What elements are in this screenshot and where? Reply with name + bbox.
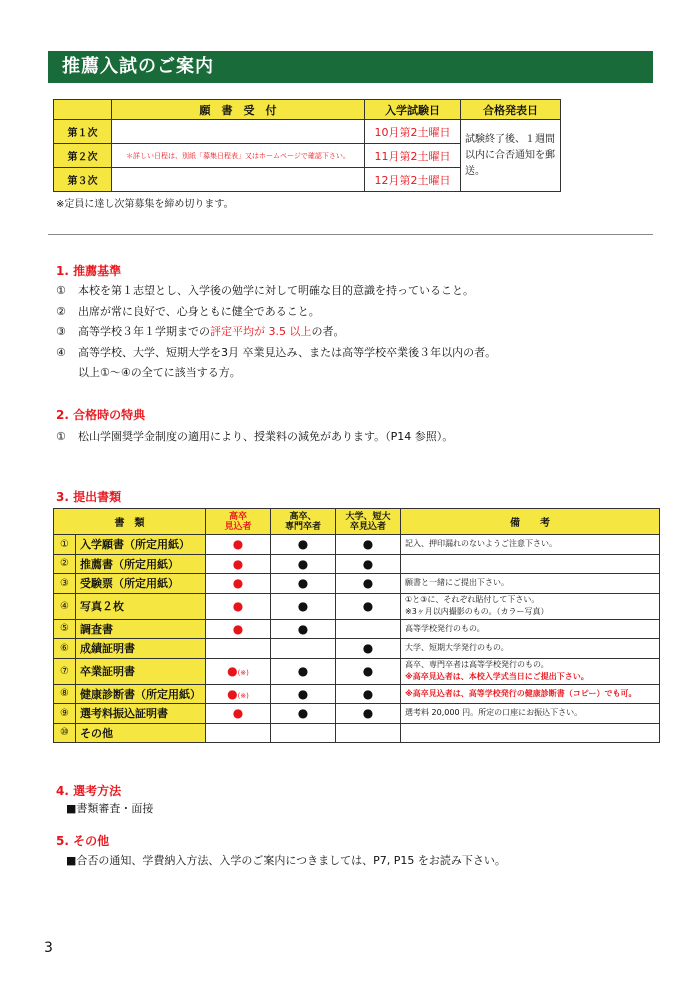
exam-date-3: 12月第2土曜日 (365, 168, 461, 192)
required-mark-c2 (271, 619, 336, 639)
table-row (54, 574, 660, 594)
row-number: ② (54, 554, 76, 574)
remark-red-text: ※高卒見込者は、高等学校発行の健康診断書（コピー）でも可。 (405, 688, 637, 698)
schedule-corner (54, 100, 112, 120)
table-row (54, 704, 660, 724)
dot-icon: ● (362, 537, 374, 552)
dot-icon: ● (362, 664, 374, 678)
remark-text: 高卒、専門卒者は高等学校発行のもの。 (405, 660, 549, 669)
table-row (54, 535, 660, 555)
required-mark-c1 (206, 593, 271, 619)
row-number: ⑧ (54, 684, 76, 704)
schedule-footnote: ※定員に達し次第募集を締め切ります。 (56, 199, 234, 210)
remark-text: 選考料 20,000 円。所定の口座にお振込下さい。 (405, 708, 583, 718)
criteria-2: ② 出席が常に良好で、心身ともに健全であること。 (56, 305, 320, 318)
selection-method: ■書類審査・面接 (66, 802, 154, 815)
dot-icon: ● (362, 706, 374, 721)
section4-title: 4. 選考方法 (56, 784, 122, 798)
required-mark-c1 (206, 554, 271, 574)
required-mark-c2 (271, 593, 336, 619)
header-col1: 高卒 見込者 (206, 509, 271, 535)
dot-icon: ● (362, 556, 374, 571)
required-mark-c1 (206, 684, 271, 704)
required-mark-c3 (336, 684, 401, 704)
required-mark-c1 (206, 639, 271, 659)
benefit-1: ① 松山学園奨学金制度の適用により、授業料の減免があります。（P14 参照）。 (56, 430, 454, 443)
round-1-label: 第１次 (54, 120, 112, 144)
dot-icon: ● (227, 664, 238, 678)
remarks (401, 723, 660, 743)
section3-title: 3. 提出書類 (56, 490, 122, 504)
dot-icon: ● (232, 621, 244, 636)
apply-cell-1 (112, 120, 365, 144)
row-number: ⑥ (54, 639, 76, 659)
header-col3: 大学、短大 卒見込者 (336, 509, 401, 535)
page-number: 3 (44, 940, 53, 956)
required-mark-c2 (271, 554, 336, 574)
dot-icon: ● (297, 537, 309, 552)
required-mark-c3 (336, 574, 401, 594)
document-name: 推薦書（所定用紙） (76, 554, 206, 574)
round-2-label: 第２次 (54, 144, 112, 168)
dot-icon: ● (362, 641, 374, 656)
dot-icon: ● (297, 686, 309, 701)
header-remarks: 備 考 (401, 509, 660, 535)
remark-text: 願書と一緒にご提出下さい。 (405, 578, 509, 588)
exam-date-2: 11月第2土曜日 (365, 144, 461, 168)
required-mark-c2 (271, 658, 336, 684)
row-number: ⑤ (54, 619, 76, 639)
round-3-label: 第３次 (54, 168, 112, 192)
announce-text: 試験終了後、１週間以内に合否通知を郵送。 (461, 120, 561, 192)
row-number: ① (54, 535, 76, 555)
criteria-1: ① 本校を第１志望とし、入学後の勉学に対して明確な目的意識を持っていること。 (56, 284, 474, 297)
dot-icon: ● (297, 576, 309, 591)
required-mark-c1 (206, 723, 271, 743)
remarks (401, 658, 660, 684)
table-row (54, 639, 660, 659)
header-col2: 高卒、 専門卒者 (271, 509, 336, 535)
required-mark-c2 (271, 639, 336, 659)
required-mark-c3 (336, 554, 401, 574)
header-docs: 書 類 (54, 509, 206, 535)
required-mark-c2 (271, 704, 336, 724)
criteria-3: ③ 高等学校３年１学期までの評定平均が 3.5 以上の者。 (56, 325, 345, 338)
table-row (54, 723, 660, 743)
dot-icon: ● (232, 706, 244, 721)
remark-text: ①と③に、それぞれ貼付して下さい。 (405, 595, 540, 604)
dot-icon: ● (232, 556, 244, 571)
dot-icon: ● (232, 537, 244, 552)
required-mark-c3 (336, 723, 401, 743)
header-exam: 入学試験日 (365, 100, 461, 120)
header-announce: 合格発表日 (461, 100, 561, 120)
required-mark-c3 (336, 704, 401, 724)
required-mark-c3 (336, 639, 401, 659)
dot-icon: ● (297, 556, 309, 571)
document-name: 成績証明書 (76, 639, 206, 659)
remarks (401, 684, 660, 704)
required-mark-c1 (206, 619, 271, 639)
remarks (401, 704, 660, 724)
document-name: 卒業証明書 (76, 658, 206, 684)
required-mark-c1 (206, 704, 271, 724)
document-name: その他 (76, 723, 206, 743)
table-row (54, 658, 660, 684)
criteria-4: ④ 高等学校、大学、短期大学を3月 卒業見込み、または高等学校卒業後３年以内の者。 (56, 346, 497, 359)
page-title: 推薦入試のご案内 (48, 51, 653, 83)
remark-text: 高等学校発行のもの。 (405, 623, 485, 633)
table-row (54, 684, 660, 704)
required-mark-c2 (271, 723, 336, 743)
required-mark-c3 (336, 619, 401, 639)
dot-note: (※) (237, 669, 249, 677)
remarks (401, 639, 660, 659)
remarks (401, 593, 660, 619)
required-mark-c3 (336, 535, 401, 555)
other-info: ■合否の通知、学費納入方法、入学のご案内につきましては、P7, P15 をお読み下さい。 (66, 854, 506, 867)
row-number: ③ (54, 574, 76, 594)
row-number: ④ (54, 593, 76, 619)
document-name: 写真２枚 (76, 593, 206, 619)
schedule-table (53, 99, 561, 192)
section2-title: 2. 合格時の特典 (56, 408, 146, 422)
required-mark-c2 (271, 574, 336, 594)
apply-cell-3 (112, 168, 365, 192)
row-number: ⑦ (54, 658, 76, 684)
dot-icon: ● (297, 706, 309, 721)
dot-icon: ● (227, 686, 238, 701)
row-number: ⑨ (54, 704, 76, 724)
document-name: 入学願書（所定用紙） (76, 535, 206, 555)
section5-title: 5. その他 (56, 834, 110, 848)
remark-text: 大学、短期大学発行のもの。 (405, 643, 509, 653)
document-name: 調査書 (76, 619, 206, 639)
dot-icon: ● (362, 599, 374, 613)
remark-text-2: ※3ヶ月以内撮影のもの。（カラー写真） (405, 607, 549, 616)
table-row (54, 593, 660, 619)
remarks (401, 574, 660, 594)
remarks (401, 554, 660, 574)
table-row (54, 554, 660, 574)
document-name: 受験票（所定用紙） (76, 574, 206, 594)
divider (48, 234, 653, 235)
remarks (401, 619, 660, 639)
dot-icon: ● (297, 664, 309, 678)
dot-icon: ● (362, 686, 374, 701)
remark-red-text: ※高卒見込者は、本校入学式当日にご提出下さい。 (405, 672, 589, 681)
dot-icon: ● (232, 576, 244, 591)
required-mark-c3 (336, 593, 401, 619)
dot-icon: ● (232, 599, 244, 613)
required-mark-c1 (206, 658, 271, 684)
required-mark-c2 (271, 535, 336, 555)
required-mark-c1 (206, 574, 271, 594)
dot-icon: ● (362, 576, 374, 591)
dot-icon: ● (297, 599, 309, 613)
dot-note: (※) (237, 691, 249, 700)
document-name: 健康診断書（所定用紙） (76, 684, 206, 704)
header-apply: 願 書 受 付 (112, 100, 365, 120)
criteria-summary: 以上①～④の全てに該当する方。 (78, 366, 241, 379)
exam-date-1: 10月第2土曜日 (365, 120, 461, 144)
required-mark-c1 (206, 535, 271, 555)
remarks (401, 535, 660, 555)
table-row (54, 619, 660, 639)
remark-text: 記入、押印漏れのないようご注意下さい。 (405, 539, 557, 549)
required-mark-c3 (336, 658, 401, 684)
section1-title: 1. 推薦基準 (56, 264, 122, 278)
dot-icon: ● (297, 621, 309, 636)
documents-table (53, 508, 660, 743)
document-name: 選考料振込証明書 (76, 704, 206, 724)
required-mark-c2 (271, 684, 336, 704)
apply-note: ＊詳しい日程は、別紙「募集日程表」又はホームページで確認下さい。 (112, 144, 365, 168)
row-number: ⑩ (54, 723, 76, 743)
